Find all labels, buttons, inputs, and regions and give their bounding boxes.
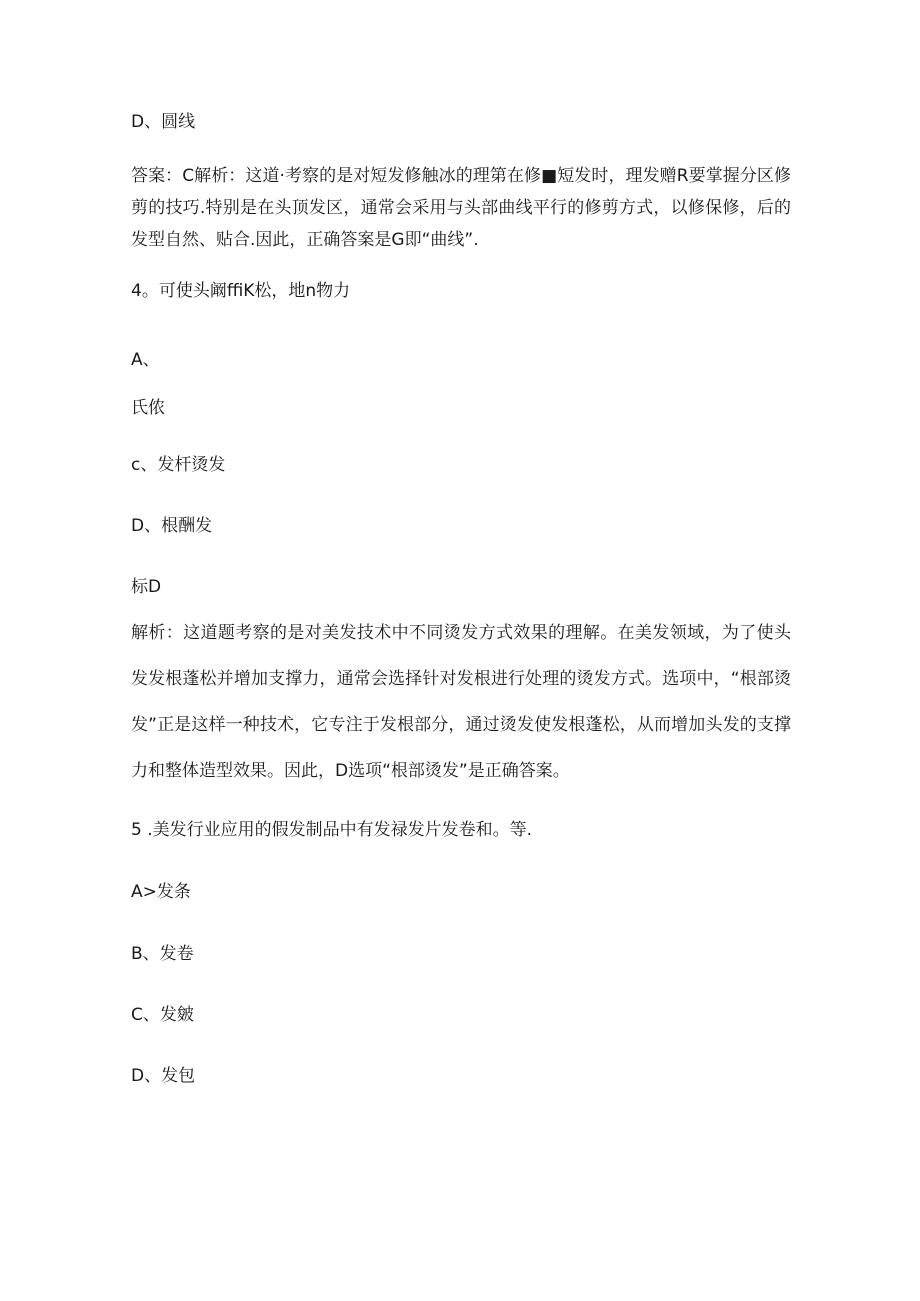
q5-question: 5 .美发行业应用的假发制品中有发禄发片发卷和。等.: [131, 820, 533, 840]
q5-option-b: B、发卷: [131, 944, 194, 964]
q4-answer-label: 标D: [131, 577, 162, 597]
q4-analysis: 解析：这道题考察的是对美发技术中不同烫发方式效果的理解。在美发领域，为了使头发发根蓬松并增加支撑力，通常会选择针对发根进行处理的烫发方式。选项中，“根部烫发”正是这样一种技术，它专注于发根部分，通过烫发使发根蓬松，从而增加头发的支撑力和整体造型效果。因此，D选项“根部烫发”是正确答案。: [131, 623, 791, 781]
q4-option-a: A、: [131, 350, 160, 370]
q5-option-c: C、发皴: [131, 1005, 194, 1025]
q5-option-d: D、发包: [131, 1066, 196, 1086]
q5-option-a: A>发条: [131, 882, 191, 902]
q3-option-d: D、圆线: [131, 112, 196, 132]
q4-question: 4。可使头阚ffiK松，地n物力: [131, 281, 351, 301]
q3-answer-analysis: 答案：C解析：这道·考察的是对短发修触冰的理第在修■短发时，理发赠R要掌握分区修剪的技巧.特别是在头顶发区，通常会采用与头部曲线平行的修剪方式，以修保修，后的发型自然、贴合.因此，正确答案是G即“曲线”.: [131, 166, 791, 250]
q4-option-d: D、根酬发: [131, 516, 213, 536]
q4-option-b: 氏侬: [131, 398, 165, 418]
q4-option-c: c、发杆烫发: [131, 455, 226, 475]
